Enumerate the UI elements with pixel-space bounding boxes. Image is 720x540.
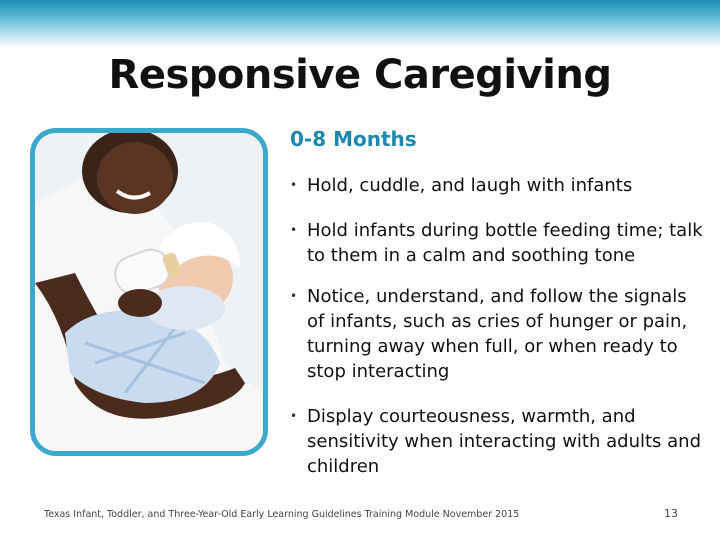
top-banner — [0, 0, 720, 48]
bullet-text: Hold infants during bottle feeding time; talk to them in a calm and soothing tone — [307, 220, 703, 266]
bullet-icon: • — [290, 223, 298, 237]
page-number: 13 — [664, 507, 678, 520]
slide-title: Responsive Caregiving — [108, 52, 612, 98]
bullet-item — [288, 404, 708, 479]
bullet-item — [288, 218, 708, 268]
bullet-text: Display courteousness, warmth, and sensitivity when interacting with adults and children — [307, 406, 701, 477]
bullet-text: Notice, understand, and follow the signals of infants, such as cries of hunger or pain, turning away when full, or when ready to stop interacting — [307, 286, 688, 382]
age-range-heading: 0-8 Months — [290, 127, 417, 151]
caregiving-bullet-list — [288, 173, 708, 479]
photo-illustration — [35, 133, 263, 451]
bullet-item — [288, 173, 708, 198]
bullet-item — [288, 284, 708, 384]
bullet-icon: • — [290, 289, 298, 303]
slide-footer: Texas Infant, Toddler, and Three-Year-Old Early Learning Guidelines Training Module November 2015 — [44, 509, 520, 520]
bullet-text: Hold, cuddle, and laugh with infants — [307, 175, 633, 196]
bullet-icon: • — [290, 178, 298, 192]
bullet-icon: • — [290, 409, 298, 423]
mother-feeding-baby-photo — [30, 128, 268, 456]
